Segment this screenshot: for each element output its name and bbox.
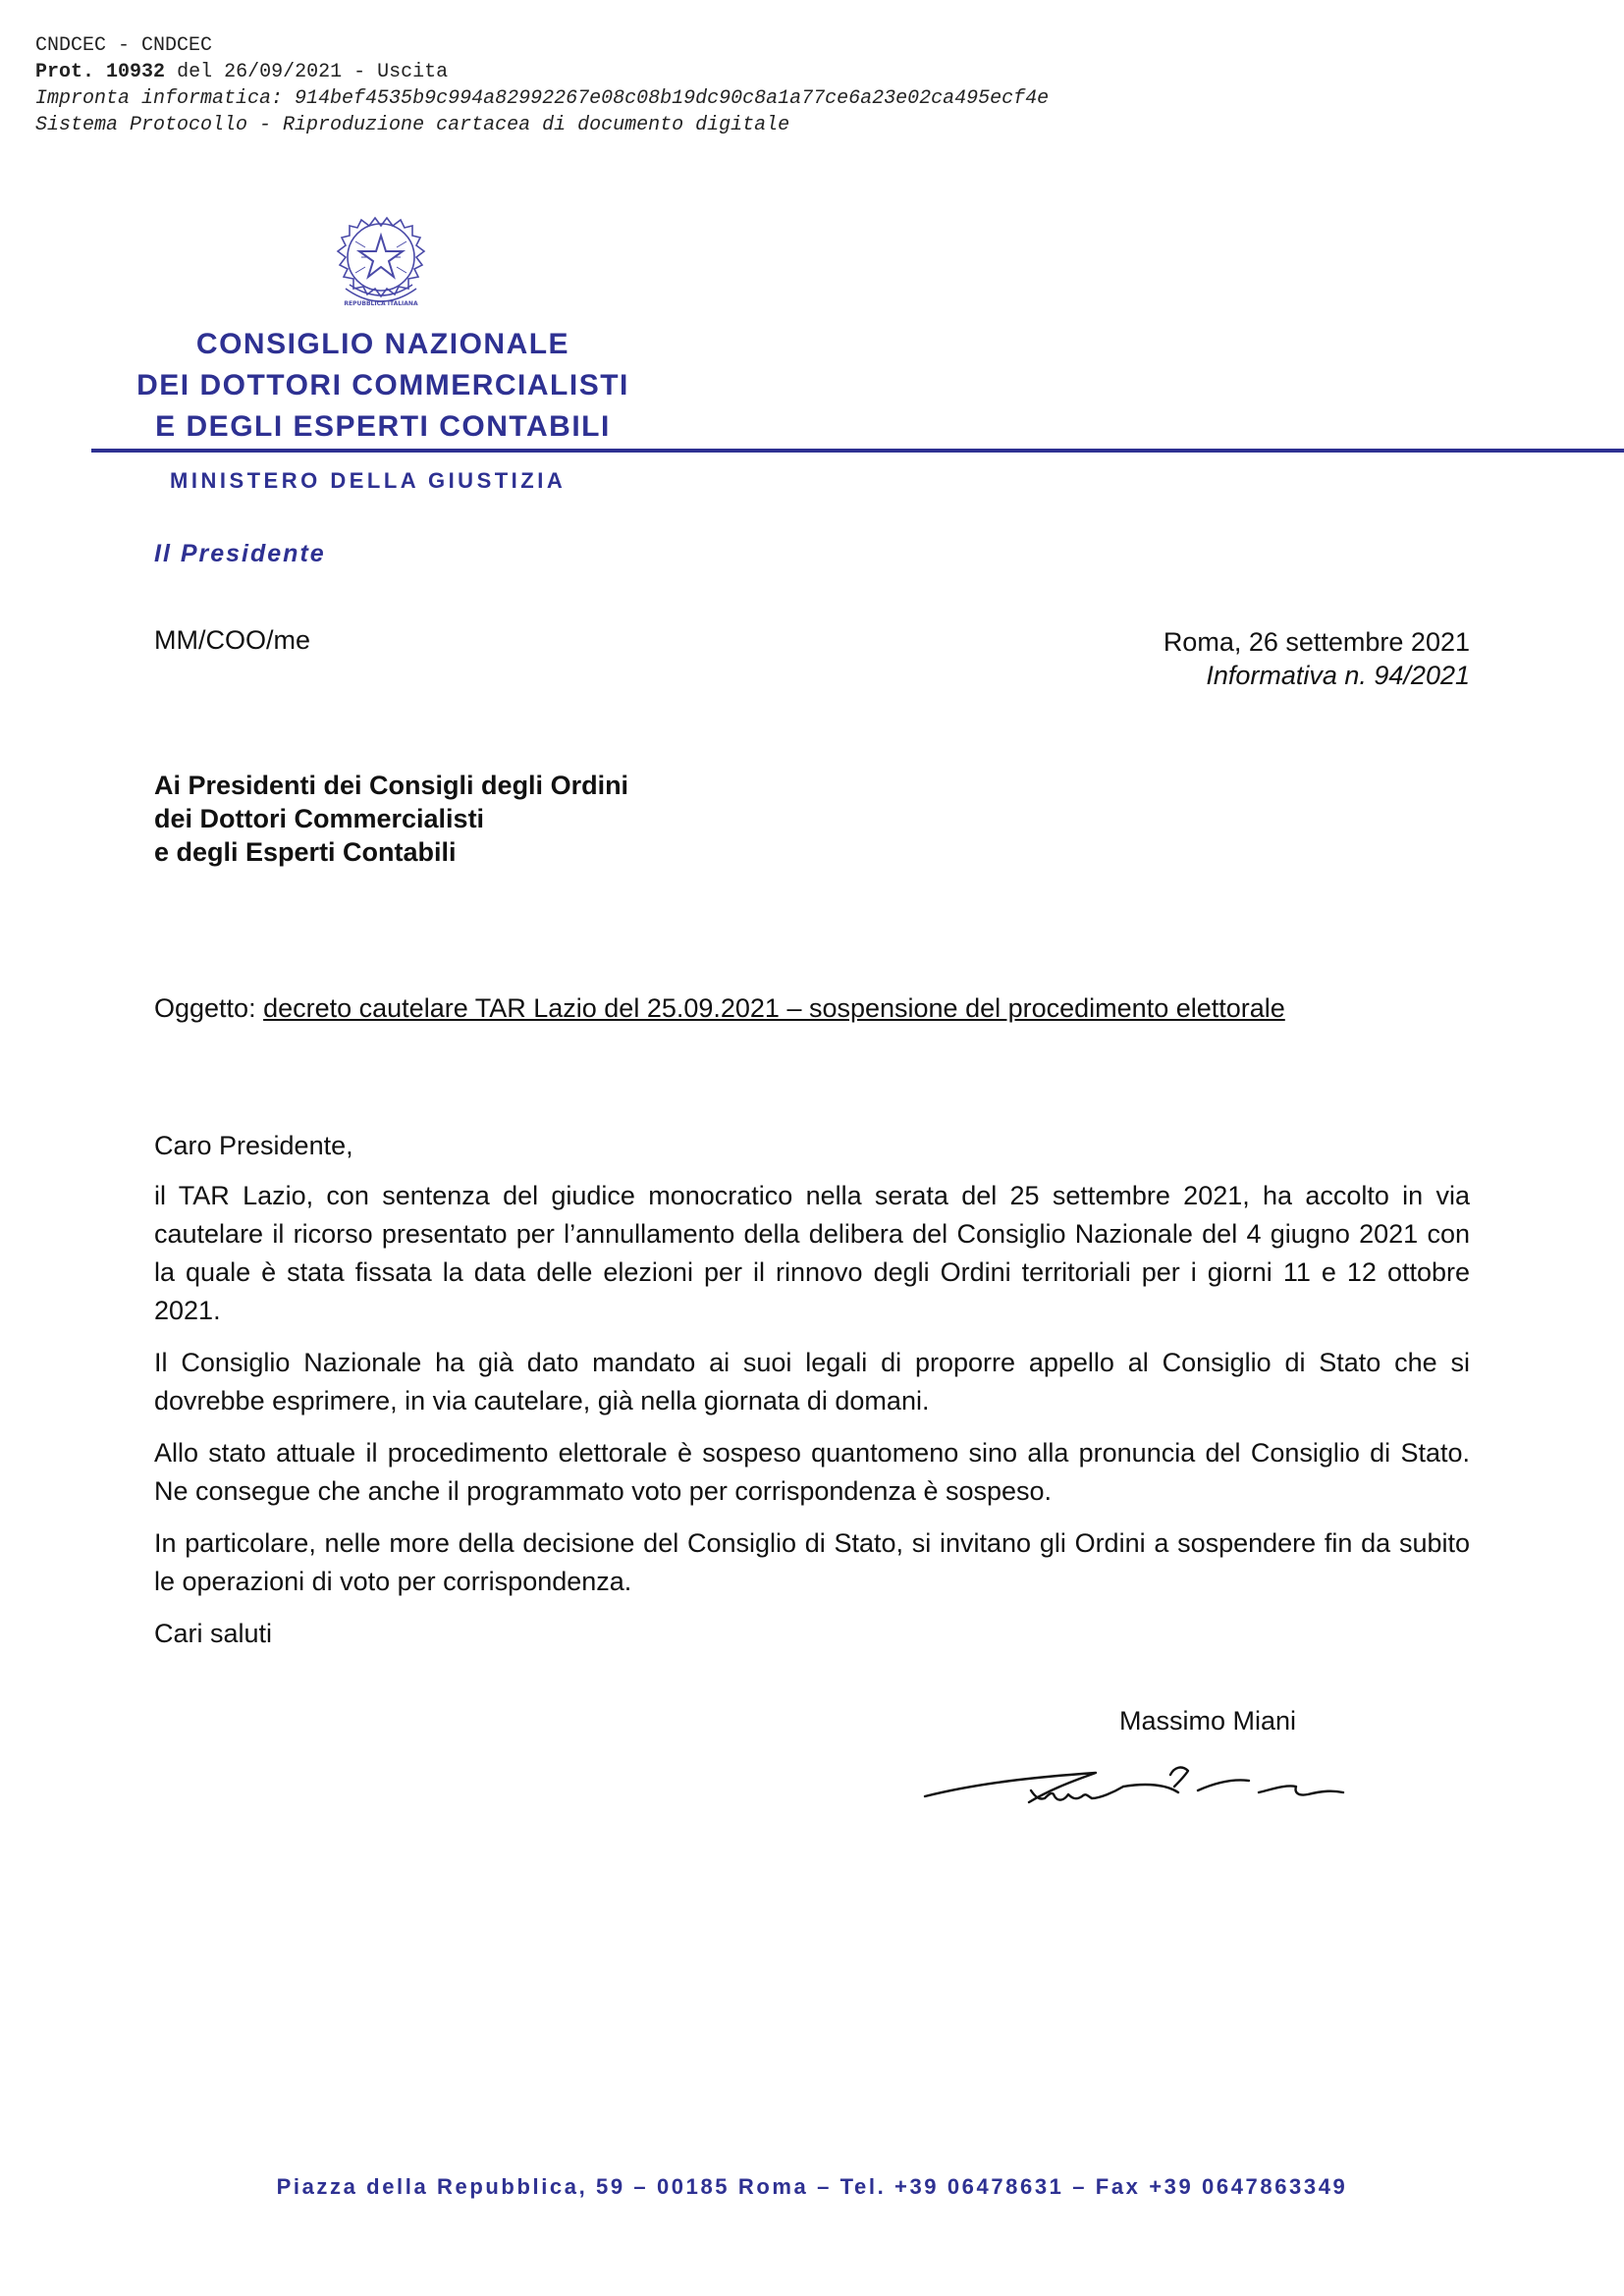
- organization-name: [88, 324, 677, 448]
- protocol-hash: Impronta informatica: 914bef4535b9c994a82992267e08c08b19dc90c8a1a77ce6a23e02ca495ecf4e: [35, 87, 1050, 110]
- protocol-stamp: [35, 32, 1049, 138]
- handwritten-signature: [921, 1757, 1382, 1816]
- paragraph-3: Allo stato attuale il procedimento elettorale è sospeso quantomeno sino alla pronuncia del Consiglio di Stato. Ne consegue che anche il programmato voto per corrispondenza è sospeso.: [154, 1438, 1470, 1506]
- recipient-line-1: Ai Presidenti dei Consigli degli Ordini: [154, 771, 629, 800]
- recipient-line-2: dei Dottori Commercialisti: [154, 804, 485, 833]
- protocol-origin: CNDCEC - CNDCEC: [35, 34, 213, 57]
- org-line-3: E DEGLI ESPERTI CONTABILI: [155, 410, 611, 443]
- protocol-date: del 26/09/2021 - Uscita: [177, 61, 449, 83]
- closing: Cari saluti: [154, 1619, 273, 1648]
- recipient-line-3: e degli Esperti Contabili: [154, 837, 457, 867]
- paragraph-1: il TAR Lazio, con sentenza del giudice monocratico nella serata del 25 settembre 2021, ha accolto in via cautelare il ricorso presentato per l’annullamento della delibera del Consiglio Nazionale del 4 giugno 2021 con la quale è stata fissata la data delle elezioni per il rinnovo degli Ordini territoriali per i giorni 11 e 12 ottobre 2021.: [154, 1181, 1470, 1325]
- header-divider: [91, 449, 1624, 453]
- letter-body: [154, 1127, 1470, 1667]
- recipient-block: [154, 769, 628, 869]
- reference-code: MM/COO/me: [154, 625, 310, 655]
- place-date: Roma, 26 settembre 2021: [1163, 627, 1470, 657]
- ministry-label: MINISTERO DELLA GIUSTIZIA: [170, 468, 567, 493]
- subject-label: Oggetto:: [154, 993, 256, 1023]
- place-date-block: [1164, 625, 1470, 692]
- org-line-2: DEI DOTTORI COMMERCIALISTI: [136, 369, 629, 401]
- footer-address: Piazza della Repubblica, 59 – 00185 Roma – Tel. +39 06478631 – Fax +39 0647863349: [276, 2174, 1348, 2199]
- paragraph-2: Il Consiglio Nazionale ha già dato mandato ai suoi legali di proporre appello al Consiglio di Stato che si dovrebbe esprimere, in via cautelare, già nella giornata di domani.: [154, 1348, 1470, 1415]
- paragraph-4: In particolare, nelle more della decisione del Consiglio di Stato, si invitano gli Ordini a sospendere fin da subito le operazioni di voto per corrispondenza.: [154, 1528, 1470, 1596]
- signer-name: Massimo Miani: [1119, 1706, 1297, 1735]
- informativa-number: Informativa n. 94/2021: [1206, 661, 1470, 690]
- svg-text:REPUBBLICA ITALIANA: REPUBBLICA ITALIANA: [344, 300, 418, 307]
- org-line-1: CONSIGLIO NAZIONALE: [195, 328, 570, 360]
- president-label: Il Presidente: [154, 540, 326, 567]
- protocol-number: 10932: [106, 61, 166, 83]
- protocol-number-line: [35, 59, 1049, 85]
- subject-line: [154, 993, 1285, 1024]
- protocol-prot-label: Prot.: [35, 61, 95, 83]
- salutation: Caro Presidente,: [154, 1131, 353, 1160]
- protocol-system: Sistema Protocollo - Riproduzione cartacea di documento digitale: [35, 114, 790, 136]
- subject-text: decreto cautelare TAR Lazio del 25.09.2021 – sospensione del procedimento elettorale: [263, 993, 1285, 1023]
- repubblica-italiana-emblem-icon: [326, 208, 436, 312]
